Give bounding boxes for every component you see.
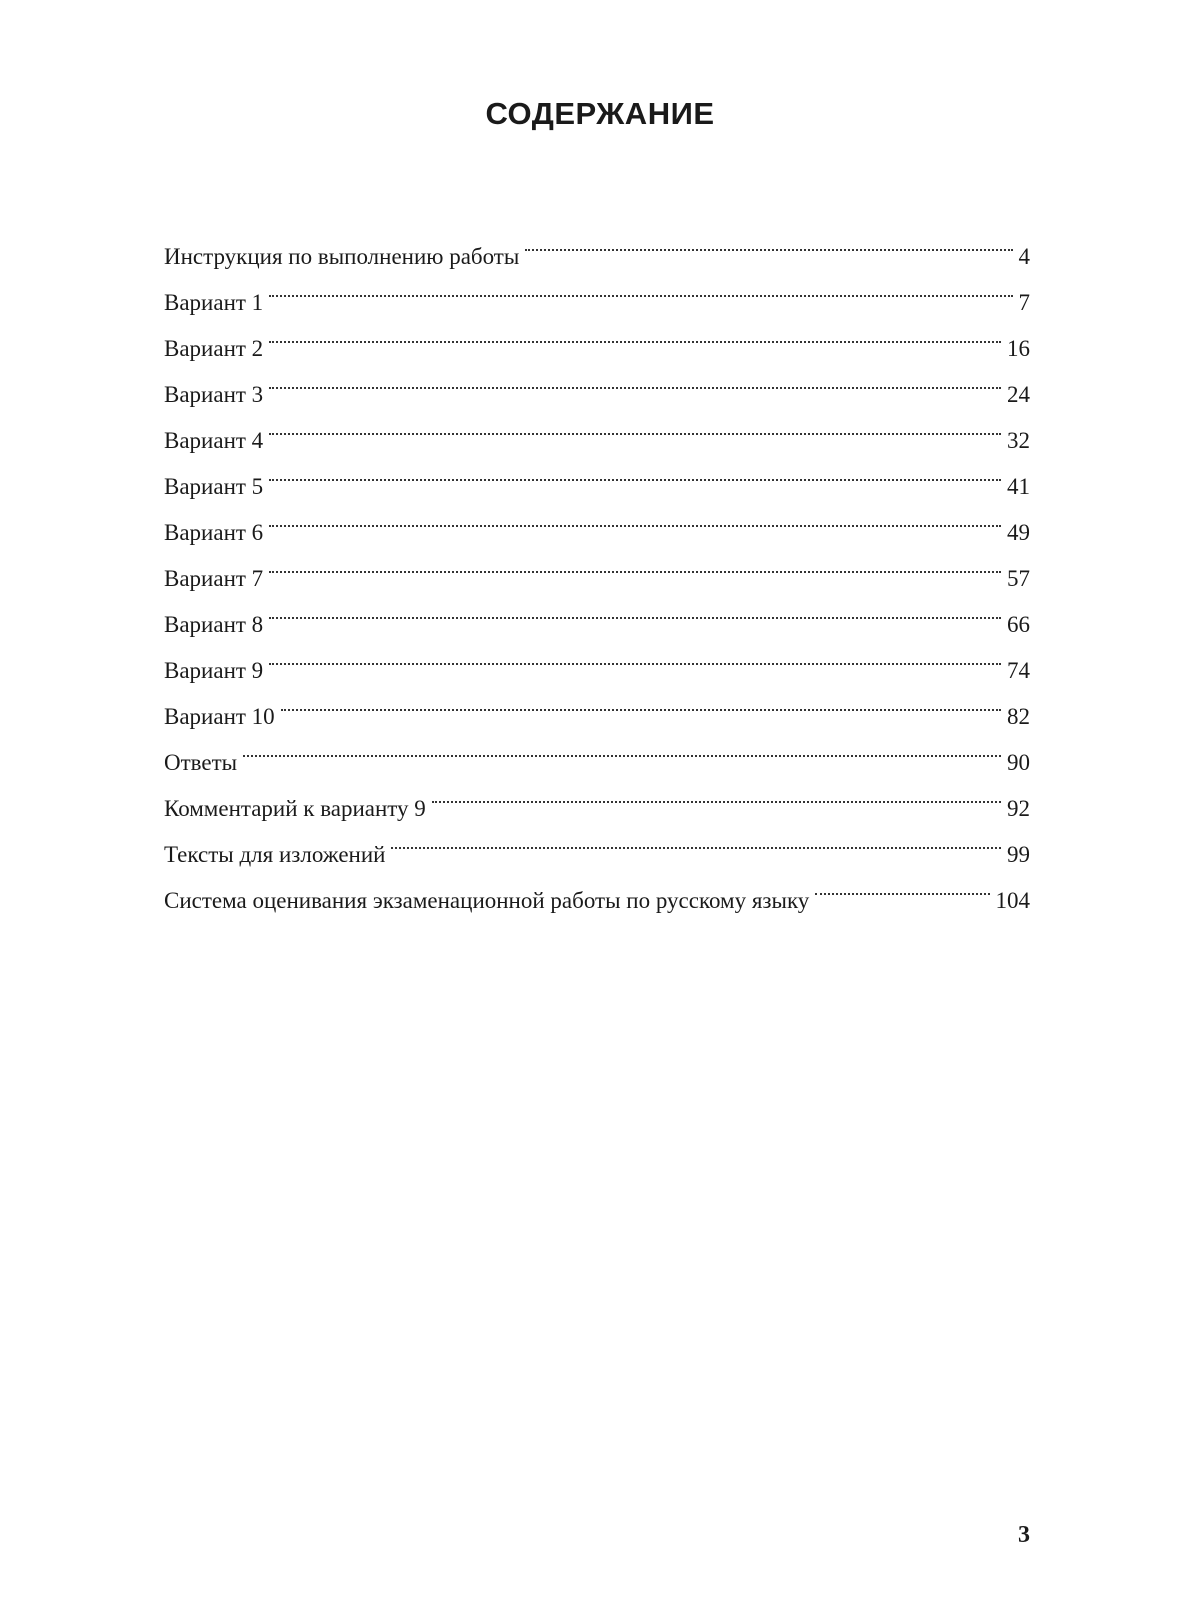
toc-dot-leader — [269, 540, 1001, 586]
toc-entry-page: 57 — [1007, 566, 1030, 591]
toc-entry-page: 66 — [1007, 612, 1030, 637]
toc-entry-label: Вариант 10 — [164, 704, 275, 729]
toc-entry-label: Вариант 3 — [164, 382, 264, 407]
toc-entry — [164, 264, 1030, 315]
table-of-contents — [164, 218, 1030, 913]
toc-entry — [164, 218, 1030, 269]
toc-dot-leader — [243, 724, 1001, 770]
toc-dot-leader — [269, 402, 1001, 448]
toc-entry — [164, 448, 1030, 499]
toc-entry-label: Вариант 7 — [164, 566, 264, 591]
toc-entry — [164, 678, 1030, 729]
toc-dot-leader — [269, 494, 1001, 540]
toc-dot-leader — [269, 448, 1001, 494]
toc-entry-label: Вариант 6 — [164, 520, 264, 545]
page-title: СОДЕРЖАНИЕ — [485, 96, 715, 131]
toc-entry-page: 4 — [1018, 244, 1030, 269]
toc-entry-label: Система оценивания экзаменационной работы по русскому языку — [164, 888, 810, 913]
toc-entry-page: 41 — [1007, 474, 1030, 499]
toc-entry — [164, 494, 1030, 545]
toc-dot-leader — [269, 632, 1001, 678]
toc-dot-leader — [269, 264, 1012, 310]
toc-dot-leader — [281, 678, 1001, 724]
toc-entry — [164, 540, 1030, 591]
page-number: 3 — [1018, 1522, 1030, 1548]
toc-entry-label: Инструкция по выполнению работы — [164, 244, 520, 269]
toc-entry-label: Вариант 5 — [164, 474, 264, 499]
toc-dot-leader — [815, 862, 989, 908]
toc-entry — [164, 632, 1030, 683]
toc-entry-label: Вариант 4 — [164, 428, 264, 453]
toc-entry-page: 16 — [1007, 336, 1030, 361]
toc-dot-leader — [269, 356, 1001, 402]
toc-dot-leader — [269, 310, 1001, 356]
toc-entry — [164, 356, 1030, 407]
toc-entry-label: Вариант 8 — [164, 612, 264, 637]
toc-entry-label: Ответы — [164, 750, 238, 775]
toc-entry-page: 92 — [1007, 796, 1030, 821]
toc-entry-label: Тексты для изложений — [164, 842, 386, 867]
toc-entry — [164, 402, 1030, 453]
toc-entry-label: Вариант 2 — [164, 336, 264, 361]
toc-entry-page: 104 — [995, 888, 1030, 913]
toc-dot-leader — [269, 586, 1001, 632]
toc-entry-page: 82 — [1007, 704, 1030, 729]
toc-entry-page: 74 — [1007, 658, 1030, 683]
toc-entry-page: 24 — [1007, 382, 1030, 407]
toc-entry-page: 49 — [1007, 520, 1030, 545]
toc-entry-page: 90 — [1007, 750, 1030, 775]
toc-dot-leader — [391, 816, 1001, 862]
toc-entry-page: 7 — [1018, 290, 1030, 315]
toc-entry-label: Вариант 1 — [164, 290, 264, 315]
toc-entry-page: 32 — [1007, 428, 1030, 453]
toc-entry-label: Комментарий к варианту 9 — [164, 796, 426, 821]
toc-entry-label: Вариант 9 — [164, 658, 264, 683]
toc-entry — [164, 310, 1030, 361]
toc-entry — [164, 770, 1030, 821]
toc-dot-leader — [432, 770, 1001, 816]
toc-entry — [164, 586, 1030, 637]
toc-entry-page: 99 — [1007, 842, 1030, 867]
toc-dot-leader — [525, 218, 1012, 264]
toc-entry — [164, 724, 1030, 775]
